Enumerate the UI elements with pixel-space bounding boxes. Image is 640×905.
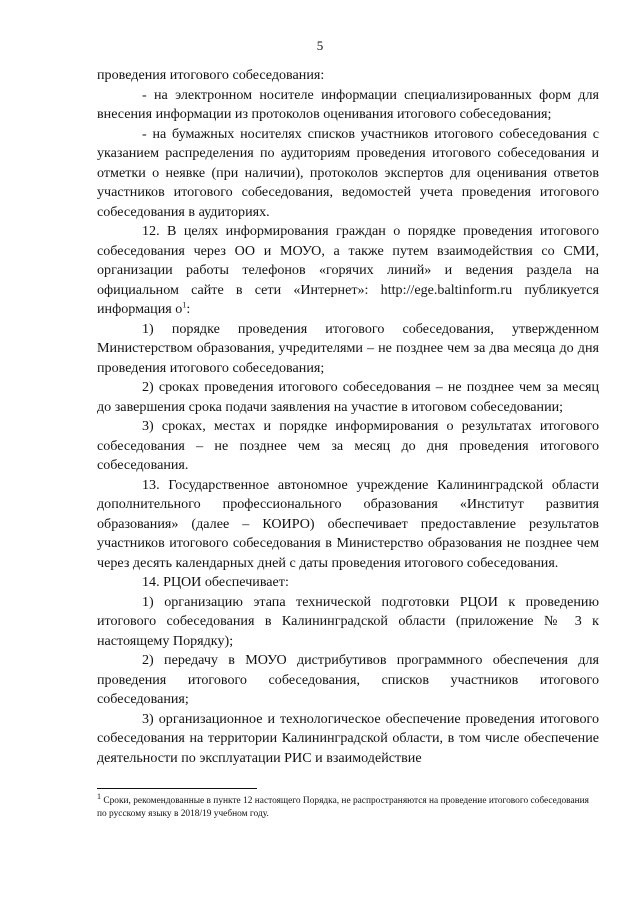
footnote-marker: 1: [97, 791, 101, 801]
paragraph-3: 12. В целях информирования граждан о порядке проведения итогового собеседования через ОО и МОУО, а также путем взаимодействия со СМИ, организации работы телефонов «горячих линий» и ведения раздела на официальном сайте в сети «Интернет»: http://ege.baltinform.ru публикуется информация $о^1$:: [97, 223, 599, 317]
page-number: 5: [316, 38, 324, 53]
footnote-text: Сроки, рекомендованные в пункте 12 настоящего Порядка, не распространяются на проведение итогового собеседования по русскому языку в 2018/19 учебном году.: [97, 796, 589, 819]
paragraph-7: 13. Государственное автономное учреждение Калининградской области дополнительного профессионального образования «Институт развития образования» (далее – КОИРО) обеспечивает предоставление результатов участников итогового собеседования в Министерство образования не позднее чем через десять календарных дней с даты проведения итогового собеседования.: [97, 476, 599, 571]
footnote-reference: 1: [182, 300, 187, 310]
document-body: [97, 66, 599, 768]
paragraph-10: 2) передачу в МОУО дистрибутивов программного обеспечения для проведения итогового собеседования, списков участников итогового собеседования;: [97, 652, 599, 707]
footnote: [97, 791, 599, 821]
paragraph-3-text: 12. В целях информирования граждан о порядке проведения итогового собеседования через ОО и МОУО, а также путем взаимодействия со СМИ, организации работы телефонов «горячих линий» и ведения раздела на официальном сайте в сети «Интернет»: http://ege.baltinform.ru публикуется информация о: [97, 223, 599, 317]
paragraph-5: 2) сроках проведения итогового собеседования – не позднее чем за месяц до завершения срока подачи заявления на участие в итоговом собеседовании;: [97, 379, 599, 415]
paragraph-0: проведения итогового собеседования:: [97, 67, 325, 83]
paragraph-11: 3) организационное и технологическое обеспечение проведения итогового собеседования на территории Калининградской области, в том числе обеспечение деятельности по эксплуатации РИС и взаимодействие: [97, 710, 599, 766]
footnote-divider: [97, 788, 257, 789]
paragraph-9: 1) организацию этапа технической подготовки РЦОИ к проведению итогового собеседования в Калининградской области (приложение № 3 к настоящему Порядку);: [97, 593, 599, 649]
paragraph-8: 14. РЦОИ обеспечивает:: [142, 574, 289, 590]
paragraph-2: - на бумажных носителях списков участников итогового собеседования с указанием распределения по аудиториям проведения итогового собеседования и отметки о неявке (при наличии), протоколов экспертов для оценивания ответов участников итогового собеседования, ведомостей учета проведения итогового собеседования в аудиториях.: [97, 125, 599, 220]
paragraph-4: 1) порядке проведения итогового собеседования, утвержденном Министерством образования, учредителями – не позднее чем за два месяца до дня проведения итогового собеседования;: [97, 320, 599, 376]
paragraph-1: - на электронном носителе информации специализированных форм для внесения информации из протоколов оценивания итогового собеседования;: [97, 86, 599, 122]
paragraph-6: 3) сроках, местах и порядке информирования о результатах итогового собеседования – не позднее чем за месяц до дня проведения итогового собеседования.: [97, 418, 599, 473]
